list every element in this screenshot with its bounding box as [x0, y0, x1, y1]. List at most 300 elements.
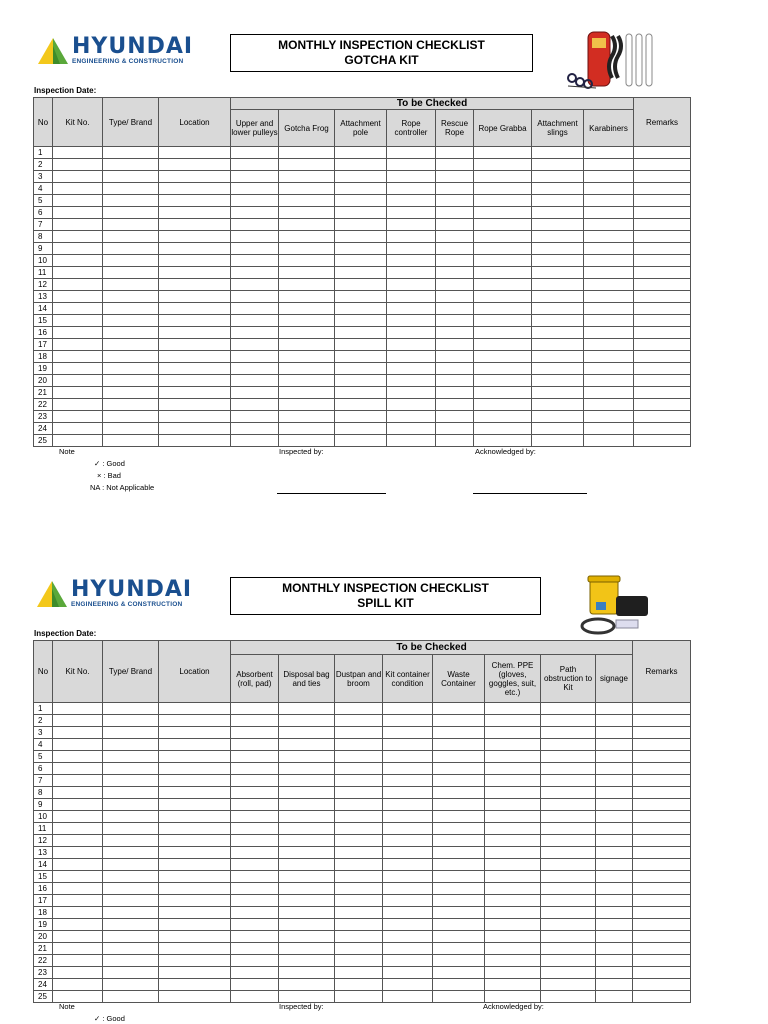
entry-cell[interactable] — [231, 219, 279, 231]
entry-cell[interactable] — [532, 423, 584, 435]
entry-cell[interactable] — [103, 835, 159, 847]
entry-cell[interactable] — [436, 183, 474, 195]
entry-cell[interactable] — [584, 315, 634, 327]
entry-cell[interactable] — [634, 387, 691, 399]
entry-cell[interactable] — [231, 375, 279, 387]
entry-cell[interactable] — [584, 339, 634, 351]
entry-cell[interactable] — [532, 291, 584, 303]
entry-cell[interactable] — [485, 811, 541, 823]
entry-cell[interactable] — [231, 159, 279, 171]
entry-cell[interactable] — [485, 967, 541, 979]
entry-cell[interactable] — [53, 279, 103, 291]
entry-cell[interactable] — [53, 727, 103, 739]
entry-cell[interactable] — [335, 231, 387, 243]
entry-cell[interactable] — [53, 751, 103, 763]
entry-cell[interactable] — [159, 159, 231, 171]
entry-cell[interactable] — [53, 351, 103, 363]
entry-cell[interactable] — [387, 315, 436, 327]
entry-cell[interactable] — [335, 883, 383, 895]
entry-cell[interactable] — [103, 303, 159, 315]
entry-cell[interactable] — [103, 363, 159, 375]
entry-cell[interactable] — [279, 231, 335, 243]
entry-cell[interactable] — [433, 991, 485, 1003]
entry-cell[interactable] — [541, 751, 596, 763]
entry-cell[interactable] — [485, 931, 541, 943]
entry-cell[interactable] — [633, 727, 691, 739]
entry-cell[interactable] — [633, 967, 691, 979]
entry-cell[interactable] — [231, 303, 279, 315]
entry-cell[interactable] — [634, 435, 691, 447]
entry-cell[interactable] — [103, 967, 159, 979]
entry-cell[interactable] — [584, 171, 634, 183]
entry-cell[interactable] — [159, 231, 231, 243]
entry-cell[interactable] — [433, 931, 485, 943]
entry-cell[interactable] — [634, 183, 691, 195]
entry-cell[interactable] — [474, 183, 532, 195]
entry-cell[interactable] — [335, 967, 383, 979]
entry-cell[interactable] — [231, 267, 279, 279]
entry-cell[interactable] — [279, 159, 335, 171]
entry-cell[interactable] — [159, 895, 231, 907]
entry-cell[interactable] — [436, 195, 474, 207]
entry-cell[interactable] — [335, 399, 387, 411]
entry-cell[interactable] — [103, 727, 159, 739]
entry-cell[interactable] — [436, 159, 474, 171]
entry-cell[interactable] — [231, 243, 279, 255]
entry-cell[interactable] — [103, 991, 159, 1003]
entry-cell[interactable] — [231, 291, 279, 303]
entry-cell[interactable] — [231, 411, 279, 423]
entry-cell[interactable] — [103, 327, 159, 339]
entry-cell[interactable] — [159, 219, 231, 231]
entry-cell[interactable] — [103, 811, 159, 823]
entry-cell[interactable] — [53, 411, 103, 423]
entry-cell[interactable] — [532, 207, 584, 219]
entry-cell[interactable] — [596, 895, 633, 907]
entry-cell[interactable] — [53, 219, 103, 231]
entry-cell[interactable] — [584, 291, 634, 303]
entry-cell[interactable] — [584, 351, 634, 363]
entry-cell[interactable] — [541, 715, 596, 727]
entry-cell[interactable] — [634, 279, 691, 291]
entry-cell[interactable] — [584, 219, 634, 231]
entry-cell[interactable] — [436, 399, 474, 411]
entry-cell[interactable] — [584, 387, 634, 399]
entry-cell[interactable] — [474, 231, 532, 243]
entry-cell[interactable] — [279, 703, 335, 715]
entry-cell[interactable] — [279, 823, 335, 835]
entry-cell[interactable] — [436, 147, 474, 159]
entry-cell[interactable] — [633, 931, 691, 943]
entry-cell[interactable] — [335, 171, 387, 183]
entry-cell[interactable] — [634, 147, 691, 159]
entry-cell[interactable] — [485, 907, 541, 919]
entry-cell[interactable] — [532, 399, 584, 411]
entry-cell[interactable] — [633, 859, 691, 871]
entry-cell[interactable] — [103, 291, 159, 303]
entry-cell[interactable] — [231, 991, 279, 1003]
entry-cell[interactable] — [474, 351, 532, 363]
entry-cell[interactable] — [532, 255, 584, 267]
entry-cell[interactable] — [279, 907, 335, 919]
entry-cell[interactable] — [279, 171, 335, 183]
entry-cell[interactable] — [596, 799, 633, 811]
entry-cell[interactable] — [279, 207, 335, 219]
entry-cell[interactable] — [596, 703, 633, 715]
entry-cell[interactable] — [387, 279, 436, 291]
entry-cell[interactable] — [159, 919, 231, 931]
entry-cell[interactable] — [231, 835, 279, 847]
entry-cell[interactable] — [436, 351, 474, 363]
entry-cell[interactable] — [532, 351, 584, 363]
entry-cell[interactable] — [596, 955, 633, 967]
entry-cell[interactable] — [634, 207, 691, 219]
entry-cell[interactable] — [474, 159, 532, 171]
entry-cell[interactable] — [103, 183, 159, 195]
entry-cell[interactable] — [485, 895, 541, 907]
entry-cell[interactable] — [541, 871, 596, 883]
entry-cell[interactable] — [634, 315, 691, 327]
entry-cell[interactable] — [387, 231, 436, 243]
entry-cell[interactable] — [103, 195, 159, 207]
entry-cell[interactable] — [387, 159, 436, 171]
entry-cell[interactable] — [53, 195, 103, 207]
entry-cell[interactable] — [634, 399, 691, 411]
entry-cell[interactable] — [279, 183, 335, 195]
entry-cell[interactable] — [383, 895, 433, 907]
entry-cell[interactable] — [159, 763, 231, 775]
entry-cell[interactable] — [433, 811, 485, 823]
entry-cell[interactable] — [53, 871, 103, 883]
entry-cell[interactable] — [53, 763, 103, 775]
entry-cell[interactable] — [596, 835, 633, 847]
entry-cell[interactable] — [433, 727, 485, 739]
entry-cell[interactable] — [541, 739, 596, 751]
entry-cell[interactable] — [485, 859, 541, 871]
entry-cell[interactable] — [532, 195, 584, 207]
entry-cell[interactable] — [383, 883, 433, 895]
entry-cell[interactable] — [633, 895, 691, 907]
entry-cell[interactable] — [633, 739, 691, 751]
entry-cell[interactable] — [279, 775, 335, 787]
entry-cell[interactable] — [532, 267, 584, 279]
entry-cell[interactable] — [433, 955, 485, 967]
entry-cell[interactable] — [633, 811, 691, 823]
entry-cell[interactable] — [279, 303, 335, 315]
entry-cell[interactable] — [103, 351, 159, 363]
entry-cell[interactable] — [633, 955, 691, 967]
entry-cell[interactable] — [231, 979, 279, 991]
entry-cell[interactable] — [53, 363, 103, 375]
entry-cell[interactable] — [103, 339, 159, 351]
entry-cell[interactable] — [231, 751, 279, 763]
entry-cell[interactable] — [485, 799, 541, 811]
entry-cell[interactable] — [159, 255, 231, 267]
inspected-by-signature-line[interactable] — [277, 493, 386, 494]
entry-cell[interactable] — [335, 859, 383, 871]
entry-cell[interactable] — [53, 159, 103, 171]
entry-cell[interactable] — [279, 967, 335, 979]
entry-cell[interactable] — [231, 739, 279, 751]
entry-cell[interactable] — [231, 327, 279, 339]
entry-cell[interactable] — [335, 195, 387, 207]
entry-cell[interactable] — [633, 715, 691, 727]
entry-cell[interactable] — [584, 255, 634, 267]
entry-cell[interactable] — [634, 171, 691, 183]
entry-cell[interactable] — [159, 811, 231, 823]
entry-cell[interactable] — [103, 171, 159, 183]
entry-cell[interactable] — [335, 243, 387, 255]
entry-cell[interactable] — [387, 207, 436, 219]
entry-cell[interactable] — [596, 943, 633, 955]
entry-cell[interactable] — [335, 303, 387, 315]
entry-cell[interactable] — [532, 171, 584, 183]
entry-cell[interactable] — [485, 715, 541, 727]
entry-cell[interactable] — [633, 835, 691, 847]
entry-cell[interactable] — [634, 303, 691, 315]
entry-cell[interactable] — [433, 763, 485, 775]
entry-cell[interactable] — [231, 315, 279, 327]
entry-cell[interactable] — [279, 351, 335, 363]
entry-cell[interactable] — [231, 363, 279, 375]
entry-cell[interactable] — [596, 787, 633, 799]
entry-cell[interactable] — [584, 243, 634, 255]
entry-cell[interactable] — [383, 787, 433, 799]
entry-cell[interactable] — [335, 715, 383, 727]
entry-cell[interactable] — [634, 231, 691, 243]
entry-cell[interactable] — [596, 979, 633, 991]
entry-cell[interactable] — [53, 919, 103, 931]
entry-cell[interactable] — [383, 811, 433, 823]
entry-cell[interactable] — [53, 847, 103, 859]
entry-cell[interactable] — [159, 871, 231, 883]
entry-cell[interactable] — [159, 267, 231, 279]
entry-cell[interactable] — [231, 895, 279, 907]
entry-cell[interactable] — [231, 351, 279, 363]
entry-cell[interactable] — [474, 255, 532, 267]
entry-cell[interactable] — [335, 387, 387, 399]
entry-cell[interactable] — [541, 763, 596, 775]
entry-cell[interactable] — [433, 835, 485, 847]
entry-cell[interactable] — [634, 363, 691, 375]
entry-cell[interactable] — [279, 883, 335, 895]
entry-cell[interactable] — [387, 219, 436, 231]
entry-cell[interactable] — [279, 991, 335, 1003]
entry-cell[interactable] — [383, 931, 433, 943]
entry-cell[interactable] — [541, 811, 596, 823]
entry-cell[interactable] — [596, 751, 633, 763]
entry-cell[interactable] — [53, 243, 103, 255]
entry-cell[interactable] — [436, 339, 474, 351]
entry-cell[interactable] — [541, 943, 596, 955]
entry-cell[interactable] — [383, 943, 433, 955]
entry-cell[interactable] — [159, 787, 231, 799]
entry-cell[interactable] — [103, 207, 159, 219]
entry-cell[interactable] — [231, 279, 279, 291]
entry-cell[interactable] — [383, 727, 433, 739]
entry-cell[interactable] — [279, 279, 335, 291]
entry-cell[interactable] — [159, 171, 231, 183]
entry-cell[interactable] — [159, 327, 231, 339]
entry-cell[interactable] — [279, 411, 335, 423]
entry-cell[interactable] — [159, 303, 231, 315]
entry-cell[interactable] — [634, 255, 691, 267]
entry-cell[interactable] — [436, 303, 474, 315]
entry-cell[interactable] — [474, 279, 532, 291]
entry-cell[interactable] — [159, 183, 231, 195]
entry-cell[interactable] — [53, 979, 103, 991]
entry-cell[interactable] — [335, 207, 387, 219]
entry-cell[interactable] — [387, 291, 436, 303]
entry-cell[interactable] — [433, 967, 485, 979]
entry-cell[interactable] — [633, 775, 691, 787]
entry-cell[interactable] — [159, 991, 231, 1003]
entry-cell[interactable] — [159, 399, 231, 411]
entry-cell[interactable] — [633, 823, 691, 835]
entry-cell[interactable] — [335, 871, 383, 883]
entry-cell[interactable] — [53, 339, 103, 351]
entry-cell[interactable] — [485, 991, 541, 1003]
entry-cell[interactable] — [436, 315, 474, 327]
entry-cell[interactable] — [159, 847, 231, 859]
entry-cell[interactable] — [231, 231, 279, 243]
entry-cell[interactable] — [474, 411, 532, 423]
entry-cell[interactable] — [474, 315, 532, 327]
entry-cell[interactable] — [103, 159, 159, 171]
entry-cell[interactable] — [159, 955, 231, 967]
entry-cell[interactable] — [584, 279, 634, 291]
entry-cell[interactable] — [103, 859, 159, 871]
entry-cell[interactable] — [596, 883, 633, 895]
entry-cell[interactable] — [231, 931, 279, 943]
entry-cell[interactable] — [53, 147, 103, 159]
entry-cell[interactable] — [279, 859, 335, 871]
entry-cell[interactable] — [433, 943, 485, 955]
entry-cell[interactable] — [103, 895, 159, 907]
entry-cell[interactable] — [596, 919, 633, 931]
entry-cell[interactable] — [436, 171, 474, 183]
entry-cell[interactable] — [53, 739, 103, 751]
entry-cell[interactable] — [231, 775, 279, 787]
entry-cell[interactable] — [231, 967, 279, 979]
entry-cell[interactable] — [231, 955, 279, 967]
entry-cell[interactable] — [584, 231, 634, 243]
entry-cell[interactable] — [383, 835, 433, 847]
entry-cell[interactable] — [634, 339, 691, 351]
entry-cell[interactable] — [485, 919, 541, 931]
entry-cell[interactable] — [159, 291, 231, 303]
entry-cell[interactable] — [436, 267, 474, 279]
entry-cell[interactable] — [633, 847, 691, 859]
entry-cell[interactable] — [383, 751, 433, 763]
entry-cell[interactable] — [387, 339, 436, 351]
entry-cell[interactable] — [231, 147, 279, 159]
entry-cell[interactable] — [279, 979, 335, 991]
entry-cell[interactable] — [53, 207, 103, 219]
entry-cell[interactable] — [335, 183, 387, 195]
entry-cell[interactable] — [53, 715, 103, 727]
entry-cell[interactable] — [159, 375, 231, 387]
entry-cell[interactable] — [279, 219, 335, 231]
entry-cell[interactable] — [541, 955, 596, 967]
entry-cell[interactable] — [383, 859, 433, 871]
entry-cell[interactable] — [584, 207, 634, 219]
entry-cell[interactable] — [383, 739, 433, 751]
entry-cell[interactable] — [231, 787, 279, 799]
entry-cell[interactable] — [53, 327, 103, 339]
entry-cell[interactable] — [159, 979, 231, 991]
entry-cell[interactable] — [53, 895, 103, 907]
entry-cell[interactable] — [53, 967, 103, 979]
entry-cell[interactable] — [436, 387, 474, 399]
entry-cell[interactable] — [53, 835, 103, 847]
entry-cell[interactable] — [433, 907, 485, 919]
entry-cell[interactable] — [383, 907, 433, 919]
entry-cell[interactable] — [279, 835, 335, 847]
entry-cell[interactable] — [231, 823, 279, 835]
entry-cell[interactable] — [433, 799, 485, 811]
entry-cell[interactable] — [485, 763, 541, 775]
entry-cell[interactable] — [436, 255, 474, 267]
entry-cell[interactable] — [159, 835, 231, 847]
acknowledged-by-signature-line[interactable] — [473, 493, 587, 494]
entry-cell[interactable] — [103, 243, 159, 255]
entry-cell[interactable] — [335, 159, 387, 171]
entry-cell[interactable] — [532, 375, 584, 387]
entry-cell[interactable] — [584, 423, 634, 435]
entry-cell[interactable] — [541, 907, 596, 919]
entry-cell[interactable] — [279, 147, 335, 159]
entry-cell[interactable] — [474, 195, 532, 207]
entry-cell[interactable] — [474, 435, 532, 447]
entry-cell[interactable] — [335, 979, 383, 991]
entry-cell[interactable] — [633, 991, 691, 1003]
entry-cell[interactable] — [532, 435, 584, 447]
entry-cell[interactable] — [584, 435, 634, 447]
entry-cell[interactable] — [231, 435, 279, 447]
entry-cell[interactable] — [387, 147, 436, 159]
entry-cell[interactable] — [335, 823, 383, 835]
entry-cell[interactable] — [541, 727, 596, 739]
entry-cell[interactable] — [335, 799, 383, 811]
entry-cell[interactable] — [279, 751, 335, 763]
entry-cell[interactable] — [634, 291, 691, 303]
entry-cell[interactable] — [53, 315, 103, 327]
entry-cell[interactable] — [436, 363, 474, 375]
entry-cell[interactable] — [541, 835, 596, 847]
entry-cell[interactable] — [335, 931, 383, 943]
entry-cell[interactable] — [231, 387, 279, 399]
entry-cell[interactable] — [541, 703, 596, 715]
entry-cell[interactable] — [335, 267, 387, 279]
entry-cell[interactable] — [383, 955, 433, 967]
entry-cell[interactable] — [634, 423, 691, 435]
entry-cell[interactable] — [53, 787, 103, 799]
entry-cell[interactable] — [279, 955, 335, 967]
entry-cell[interactable] — [53, 775, 103, 787]
entry-cell[interactable] — [53, 991, 103, 1003]
entry-cell[interactable] — [433, 775, 485, 787]
entry-cell[interactable] — [279, 399, 335, 411]
entry-cell[interactable] — [335, 811, 383, 823]
entry-cell[interactable] — [53, 943, 103, 955]
entry-cell[interactable] — [596, 775, 633, 787]
entry-cell[interactable] — [474, 171, 532, 183]
entry-cell[interactable] — [279, 715, 335, 727]
entry-cell[interactable] — [335, 835, 383, 847]
entry-cell[interactable] — [335, 423, 387, 435]
entry-cell[interactable] — [532, 387, 584, 399]
